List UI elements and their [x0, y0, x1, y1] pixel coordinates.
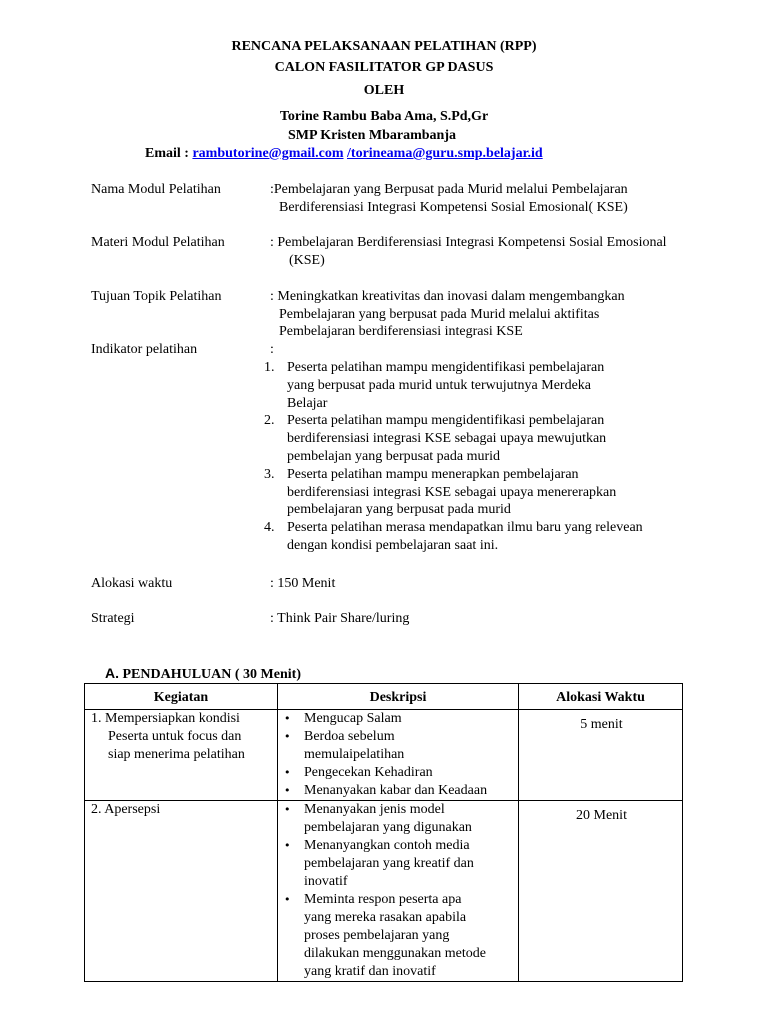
email-link-1[interactable]: rambutorine@gmail.com	[192, 146, 344, 161]
strategi-label: Strategi	[91, 611, 135, 626]
indikator-list	[264, 359, 644, 555]
tujuan-value-2: Pembelajaran yang berpusat pada Murid melalui aktifitas	[279, 307, 600, 322]
section-title-text: PENDAHULUAN ( 30 Menit)	[119, 667, 301, 682]
header-kegiatan: Kegiatan	[85, 684, 278, 710]
nama-modul-value: :Pembelajaran yang Berpusat pada Murid melalui Pembelajaran	[270, 182, 628, 197]
materi-modul-value: : Pembelajaran Berdiferensiasi Integrasi Kompetensi Sosial Emosional	[270, 235, 667, 250]
kegiatan-cell: 1. Mempersiapkan kondisi Peserta untuk focus dan siap menerima pelatihan	[85, 710, 278, 801]
deskripsi-list	[278, 801, 514, 981]
nama-modul-label: Nama Modul Pelatihan	[91, 182, 221, 197]
deskripsi-cell	[278, 710, 519, 801]
school-name: SMP Kristen Mbarambanja	[288, 128, 456, 143]
table-row	[85, 801, 683, 982]
list-item: • Menanyakan jenis model pembelajaran yang digunakan	[278, 801, 514, 837]
deskripsi-cell	[278, 801, 519, 982]
materi-modul-label: Materi Modul Pelatihan	[91, 235, 225, 250]
email-link-2[interactable]: /torineama@guru.smp.belajar.id	[347, 146, 543, 161]
list-item: • Menanyangkan contoh media pembelajaran yang kreatif dan inovatif	[278, 837, 514, 891]
pendahuluan-table	[84, 683, 683, 982]
kegiatan-cell: 2. Apersepsi	[85, 801, 278, 982]
email-label: Email :	[145, 146, 193, 161]
alokasi-value: : 150 Menit	[270, 576, 336, 591]
header-deskripsi: Deskripsi	[278, 684, 519, 710]
tujuan-value-1: : Meningkatkan kreativitas dan inovasi dalam mengembangkan	[270, 289, 625, 304]
title-oleh: OLEH	[363, 83, 405, 98]
nama-modul-value-2: Berdiferensiasi Integrasi Kompetensi Sosial Emosional( KSE)	[279, 200, 628, 215]
alokasi-label: Alokasi waktu	[91, 576, 173, 591]
tujuan-value-3: Pembelajaran berdiferensiasi integrasi KSE	[279, 324, 523, 339]
indikator-colon: :	[270, 342, 274, 357]
table-row	[85, 710, 683, 801]
list-item: • Berdoa sebelum memulaipelatihan	[278, 728, 514, 764]
indikator-label: Indikator pelatihan	[91, 342, 198, 357]
email-line	[145, 145, 543, 163]
title-line-2: CALON FASILITATOR GP DASUS	[274, 60, 494, 75]
strategi-value: : Think Pair Share/luring	[270, 611, 410, 626]
title-line-1: RENCANA PELAKSANAAN PELATIHAN (RPP)	[231, 39, 537, 54]
deskripsi-list	[278, 710, 514, 800]
section-a-title	[105, 664, 301, 684]
indikator-item: 3. Peserta pelatihan mampu menerapkan pembelajaran berdiferensiasi integrasi KSE sebagai upaya menererapkan pembelajaran yang berpusat pada murid	[264, 466, 617, 518]
tujuan-label: Tujuan Topik Pelatihan	[91, 289, 222, 304]
table-header-row	[85, 684, 683, 710]
alokasi-cell: 20 Menit	[519, 801, 683, 982]
list-item: • Pengecekan Kehadiran	[278, 764, 514, 782]
header-alokasi: Alokasi Waktu	[519, 684, 683, 710]
list-item: • Meminta respon peserta apa yang mereka rasakan apabila proses pembelajaran yang dilakukan menggunakan metode yang kratif dan inovatif	[278, 891, 514, 981]
indikator-item: 2. Peserta pelatihan mampu mengidentifikasi pembelajaran berdiferensiasi integrasi KSE sebagai upaya mewujutkan pembelajan yang berpusat pada murid	[264, 413, 607, 464]
author-name: Torine Rambu Baba Ama, S.Pd,Gr	[279, 109, 489, 124]
list-item: • Mengucap Salam	[278, 710, 514, 728]
indikator-item: 4. Peserta pelatihan merasa mendapatkan ilmu baru yang relevean dengan kondisi pembelajaran saat ini.	[264, 520, 643, 553]
section-letter: A.	[105, 665, 119, 681]
indikator-item: 1. Peserta pelatihan mampu mengidentifikasi pembelajaran yang berpusat pada murid untuk terwujutnya Merdeka Belajar	[264, 360, 605, 411]
list-item: • Menanyakan kabar dan Keadaan	[278, 782, 514, 800]
alokasi-cell: 5 menit	[519, 710, 683, 801]
materi-modul-value-2: (KSE)	[289, 253, 325, 268]
